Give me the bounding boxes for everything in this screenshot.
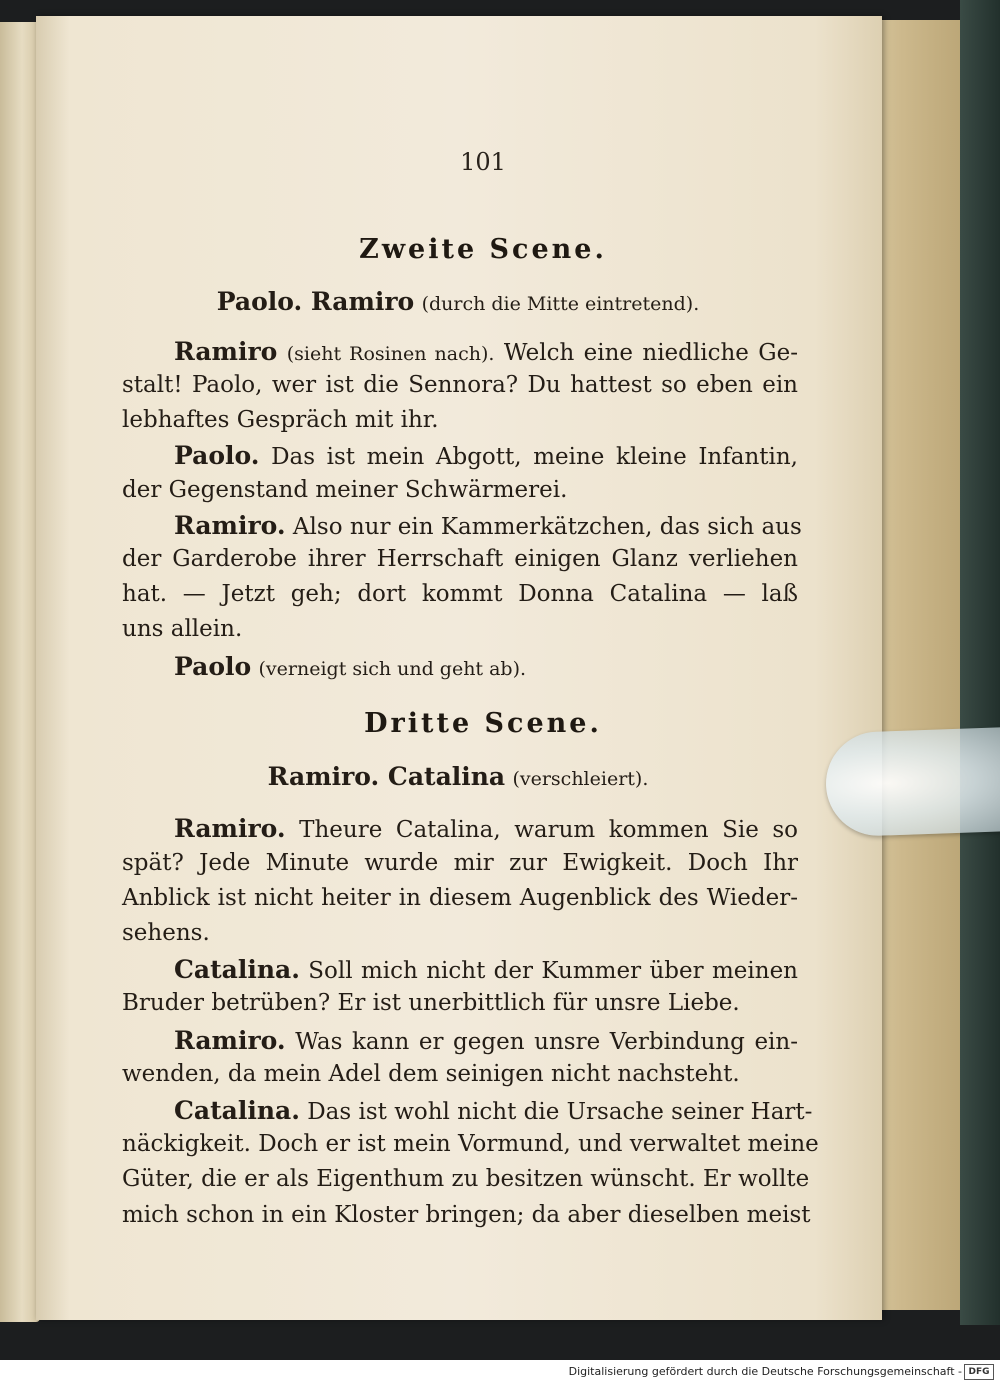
cast-stage-direction: (verschleiert). <box>512 768 649 790</box>
cast-stage-direction: (durch die Mitte eintretend). <box>421 293 700 315</box>
speaker-name: Catalina. <box>174 1096 300 1125</box>
dialogue-text: Das ist mein Abgott, meine kleine Infantin, <box>271 444 798 470</box>
dialogue-text: Welch eine niedliche Ge- <box>503 340 799 366</box>
text-line: uns allein. <box>122 616 243 642</box>
dialogue-text: Das ist wohl nicht die Ursache seiner Hart- <box>307 1099 813 1125</box>
stage-direction: (sieht Rosinen nach). <box>286 343 495 365</box>
dialogue-text: Was kann er gegen unsre Verbindung ein- <box>295 1029 799 1055</box>
text-line: lebhaftes Gespräch mit ihr. <box>122 407 439 433</box>
text-line <box>122 443 798 469</box>
speaker-name: Ramiro <box>174 337 278 366</box>
cast-line-3 <box>120 764 796 790</box>
text-line: näckigkeit. Doch er ist mein Vormund, und verwaltet meine <box>122 1131 819 1157</box>
text-line <box>122 654 798 680</box>
speaker-name: Ramiro. <box>174 511 286 540</box>
cast-speakers: Ramiro. Catalina <box>267 762 506 791</box>
text-line <box>122 816 798 842</box>
speaker-name: Paolo <box>174 652 252 681</box>
text-line <box>122 339 798 365</box>
speaker-name: Ramiro. <box>174 814 286 843</box>
text-line: sehens. <box>122 920 210 946</box>
dialogue-text: Soll mich nicht der Kummer über meinen <box>308 958 798 984</box>
speaker-name: Catalina. <box>174 955 300 984</box>
text-line: der Gegenstand meiner Schwärmerei. <box>122 477 568 503</box>
text-line: der Garderobe ihrer Herrschaft einigen Glanz verliehen <box>122 546 798 572</box>
text-line <box>122 511 802 540</box>
speaker-name: Paolo. <box>174 441 260 470</box>
text-line: Güter, die er als Eigenthum zu besitzen wünscht. Er wollte <box>122 1166 810 1192</box>
stage-direction: (verneigt sich und geht ab). <box>258 658 527 680</box>
book-cover <box>960 0 1000 1325</box>
text-line: spät? Jede Minute wurde mir zur Ewigkeit. Doch Ihr <box>122 850 798 876</box>
text-line <box>122 1028 798 1054</box>
speaker-name: Ramiro. <box>174 1026 286 1055</box>
text-line <box>122 957 798 983</box>
scene-heading-3: Dritte Scene. <box>364 708 602 739</box>
text-line: Anblick ist nicht heiter in diesem Augenblick des Wieder- <box>122 885 798 911</box>
dialogue-text: Theure Catalina, warum kommen Sie so <box>299 817 798 843</box>
scene-heading-2: Zweite Scene. <box>359 234 607 265</box>
text-line: mich schon in ein Kloster bringen; da aber dieselben meist <box>122 1202 811 1228</box>
page-number: 101 <box>460 148 506 176</box>
cast-speakers: Paolo. Ramiro <box>216 287 415 316</box>
previous-page-edge <box>0 22 40 1322</box>
text-line: wenden, da mein Adel dem seinigen nicht nachsteht. <box>122 1061 740 1087</box>
dialogue-text: Also nur ein Kammerkätzchen, das sich aus <box>292 514 802 540</box>
digitization-footer <box>0 1360 1000 1385</box>
cast-line-2 <box>120 289 796 315</box>
text-line: stalt! Paolo, wer ist die Sennora? Du hattest so eben ein <box>122 372 798 398</box>
dfg-logo: DFG <box>964 1364 994 1380</box>
text-line: Bruder betrüben? Er ist unerbittlich für unsre Liebe. <box>122 990 740 1016</box>
footer-credit: Digitalisierung gefördert durch die Deutsche Forschungsgemeinschaft - <box>568 1365 962 1378</box>
text-line <box>122 1096 813 1125</box>
book-page <box>36 16 882 1320</box>
glass-bookmark <box>824 727 1000 838</box>
text-line: hat. — Jetzt geh; dort kommt Donna Catalina — laß <box>122 581 798 607</box>
